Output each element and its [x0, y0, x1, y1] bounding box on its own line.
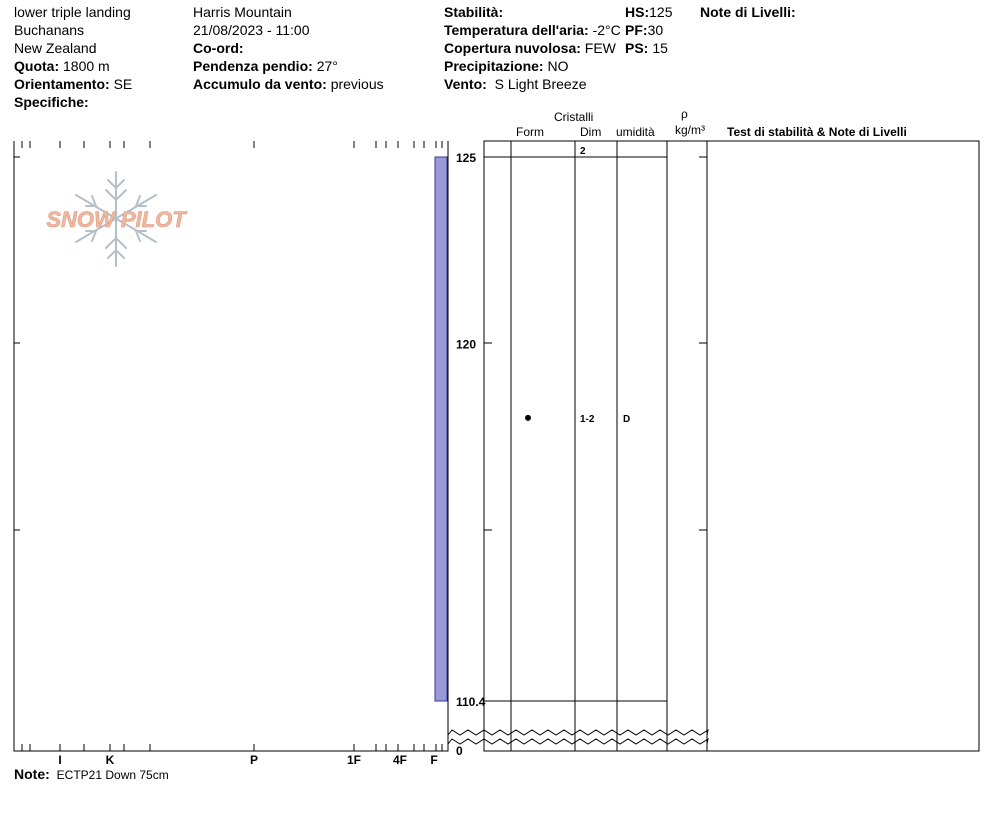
specifics-label: Specifiche: — [14, 94, 89, 110]
wind-label: Vento: — [444, 76, 487, 92]
hardness-axis-label: F — [430, 753, 438, 767]
form-header: Form — [516, 125, 544, 139]
hs-value: 125 — [649, 4, 673, 20]
density-unit-header: kg/m³ — [675, 123, 705, 137]
crystals-header: Cristalli — [554, 110, 594, 124]
elevation-value: 1800 m — [63, 58, 110, 74]
pf-value: 30 — [647, 22, 664, 38]
elevation-label: Quota: — [14, 58, 60, 74]
layer-notes-label: Note di Livelli: — [700, 4, 796, 20]
ps-label: PS: — [625, 40, 649, 56]
grain-size-value: 1-2 — [580, 413, 595, 425]
depth-label: 125 — [456, 151, 477, 165]
depth-label: 110.4 — [456, 695, 486, 709]
precipitation-label: Precipitazione: — [444, 58, 544, 74]
note-value: ECTP21 Down 75cm — [56, 768, 169, 782]
tests-header: Test di stabilità & Note di Livelli — [727, 125, 907, 139]
wind-loading-label: Accumulo da vento: — [193, 76, 327, 92]
dim-header: Dim — [580, 125, 602, 139]
layer-grain-size: 2 — [580, 146, 586, 157]
hardness-axis-label: P — [249, 753, 259, 767]
hardness-axis-label: 1F — [346, 753, 362, 767]
cloud-cover-label: Copertura nuvolosa: — [444, 40, 581, 56]
note-label: Note: — [14, 766, 50, 782]
hardness-axis-label: 4F — [392, 753, 408, 767]
datetime: 21/08/2023 - 11:00 — [193, 22, 310, 38]
operation-name: Harris Mountain — [193, 4, 292, 20]
hs-label: HS: — [625, 4, 650, 20]
hardness-axis-label: I — [58, 753, 62, 767]
pf-label: PF: — [625, 22, 648, 38]
moisture-header: umidità — [616, 125, 655, 139]
footer-note — [14, 765, 169, 784]
depth-label: 120 — [456, 337, 477, 352]
rho-header: ρ — [681, 107, 688, 121]
air-temp-value: -2°C — [592, 22, 621, 38]
snowpilot-logo-text: SNOW PILOT — [46, 207, 186, 232]
ps-value: 15 — [652, 40, 668, 56]
country-name: New Zealand — [14, 40, 97, 56]
axis-break-zigzag-bottom — [448, 739, 708, 744]
stability-label: Stabilità: — [444, 4, 504, 20]
depth-label: 0 — [456, 744, 463, 758]
hardness-frame — [14, 141, 448, 751]
area-name: Buchanans — [14, 22, 85, 38]
grain-form-marker — [525, 415, 531, 421]
wind-loading-value: previous — [330, 76, 384, 92]
slope-label: Pendenza pendio: — [193, 58, 313, 74]
aspect-value: SE — [113, 76, 133, 92]
grid-frame — [484, 141, 979, 751]
moisture-value: D — [623, 413, 631, 425]
aspect-label: Orientamento: — [14, 76, 110, 92]
wind-value: S Light Breeze — [494, 76, 587, 92]
hardness-axis-label: K — [105, 753, 115, 767]
cloud-cover-value: FEW — [584, 40, 616, 56]
hardness-layer-bar — [435, 157, 447, 701]
air-temp-label: Temperatura dell'aria: — [444, 22, 589, 38]
precipitation-value: NO — [547, 58, 569, 74]
coord-label: Co-ord: — [193, 40, 244, 56]
slope-value: 27° — [316, 58, 338, 74]
axis-break-zigzag-top — [448, 730, 708, 735]
location-name: lower triple landing — [14, 4, 131, 20]
